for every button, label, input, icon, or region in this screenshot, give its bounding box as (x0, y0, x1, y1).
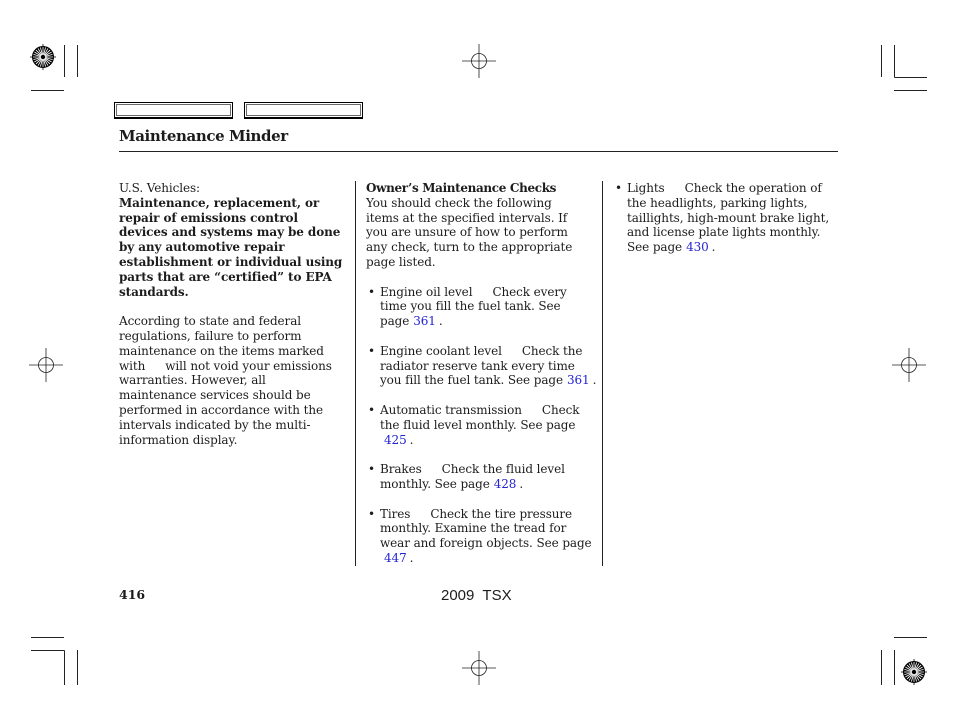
warranty-paragraph (119, 314, 342, 447)
paragraph-line: any check, turn to the appropriate (366, 240, 573, 255)
paragraph-line: you are unsure of how to perform (366, 225, 568, 240)
check-item-text: you fill the fuel tank. See page (380, 373, 563, 388)
check-item-line: wear and foreign objects. See page (380, 536, 592, 551)
title-rule (119, 151, 838, 152)
check-item-line (380, 507, 596, 522)
check-item-line (380, 373, 596, 388)
paragraph-line: intervals indicated by the multi- (119, 417, 311, 432)
check-item-line: and license plate lights monthly. (627, 225, 821, 240)
notice-line: devices and systems may be done (119, 225, 341, 240)
check-item-line (627, 181, 829, 196)
check-item-automatic-transmission (366, 403, 596, 447)
nav-button-table-of-contents[interactable] (244, 102, 363, 119)
crosshair-mark-top (462, 44, 496, 78)
paragraph-line: You should check the following (366, 195, 552, 210)
check-item-name: Tires (380, 506, 411, 521)
check-item-line: taillights, high-mount brake light, (627, 210, 830, 225)
check-item-name: Automatic transmission (380, 402, 522, 417)
check-item-text: monthly. See page (380, 476, 490, 491)
section-heading: Owner’s Maintenance Checks (366, 181, 557, 195)
check-item-text: Check the operation of (684, 181, 822, 195)
registration-mark-top-left (30, 44, 56, 70)
intro-paragraph (366, 196, 596, 270)
period: . (438, 314, 443, 329)
page-link[interactable]: 430 (686, 240, 709, 255)
period: . (592, 373, 597, 388)
emissions-notice (119, 196, 342, 300)
check-item-text: Check the tire pressure (430, 506, 573, 521)
paragraph-line: performed in accordance with the (119, 402, 323, 417)
check-item-line: the fluid level monthly. See page (380, 417, 576, 432)
notice-line: repair of emissions control (119, 210, 298, 225)
paragraph-line: warranties. However, all (119, 373, 266, 388)
check-item-name: Brakes (380, 462, 422, 477)
bullet-icon (368, 507, 375, 522)
paragraph-line: page listed. (366, 254, 436, 269)
bullet-icon (368, 285, 375, 300)
column-divider-2 (602, 181, 603, 566)
page-number: 416 (119, 587, 146, 602)
check-item-name: Engine coolant level (380, 343, 502, 358)
page-link[interactable]: 447 (384, 550, 407, 565)
period: . (711, 240, 716, 255)
bullet-icon (368, 344, 375, 359)
paragraph-line: maintenance services should be (119, 388, 311, 403)
check-item-line (627, 240, 829, 255)
check-item-line: time you fill the fuel tank. See (380, 299, 561, 314)
paragraph-line: items at the specified intervals. If (366, 210, 568, 225)
notice-line: standards. (119, 284, 189, 299)
check-item-engine-coolant-level (366, 344, 596, 388)
paragraph-line: maintenance on the items marked (119, 343, 324, 358)
page-title: Maintenance Minder (119, 127, 288, 145)
check-item-line (380, 551, 596, 566)
notice-line: establishment or individual using (119, 254, 343, 269)
check-item-line: the headlights, parking lights, (627, 195, 808, 210)
nav-button-main-menu[interactable] (114, 102, 233, 119)
check-item-line (380, 344, 596, 359)
crosshair-mark-right (892, 348, 926, 382)
check-item-brakes (366, 462, 596, 492)
bullet-icon (368, 462, 375, 477)
check-item-text: See page (627, 240, 683, 255)
notice-line: by any automotive repair (119, 240, 285, 255)
check-item-line (380, 285, 596, 300)
period: . (519, 476, 524, 491)
check-item-engine-oil-level (366, 285, 596, 329)
notice-line: parts that are “certified” to EPA (119, 269, 332, 284)
column-divider-1 (355, 181, 356, 566)
check-item-name: Lights (627, 181, 665, 195)
check-item-line (380, 462, 596, 477)
period: . (409, 550, 414, 565)
check-item-line (380, 403, 596, 418)
paragraph-line: regulations, failure to perform (119, 328, 302, 343)
check-item-line (380, 314, 596, 329)
footer-model-label: 2009 TSX (441, 587, 512, 604)
registration-mark-bottom-right (901, 659, 927, 685)
paragraph-line: According to state and federal (119, 314, 301, 329)
check-item-line: monthly. Examine the tread for (380, 521, 567, 536)
page-link[interactable]: 425 (384, 432, 407, 447)
notice-line: Maintenance, replacement, or (119, 195, 320, 210)
region-label: U.S. Vehicles: (119, 181, 200, 195)
page-link[interactable]: 361 (413, 314, 436, 329)
crop-mark-bottom-left (31, 638, 78, 686)
check-item-line (380, 433, 596, 448)
paragraph-text: with (119, 358, 146, 373)
check-item-line: radiator reserve tank every time (380, 358, 575, 373)
page-link[interactable]: 361 (566, 373, 590, 388)
column-3 (613, 181, 829, 255)
check-item-line (380, 477, 596, 492)
check-item-text: page (380, 314, 410, 329)
check-item-text: Check the fluid level (441, 462, 565, 477)
crosshair-mark-left (29, 348, 63, 382)
check-item-text: Check every (492, 284, 567, 299)
page-link[interactable]: 428 (493, 476, 517, 491)
crop-mark-top-right (882, 45, 928, 91)
period: . (409, 432, 414, 447)
check-item-text: Check the (521, 343, 583, 358)
paragraph-line (119, 359, 342, 374)
check-item-tires (366, 507, 596, 566)
check-item-name: Engine oil level (380, 284, 473, 299)
paragraph-line: information display. (119, 432, 238, 447)
bullet-icon (368, 403, 375, 418)
column-1 (119, 181, 342, 447)
check-item-lights (613, 181, 829, 255)
bullet-icon (615, 181, 622, 196)
paragraph-text: will not void your emissions (165, 358, 332, 373)
crosshair-mark-bottom (462, 651, 496, 685)
check-item-text: Check (541, 402, 580, 417)
column-2 (366, 181, 596, 566)
